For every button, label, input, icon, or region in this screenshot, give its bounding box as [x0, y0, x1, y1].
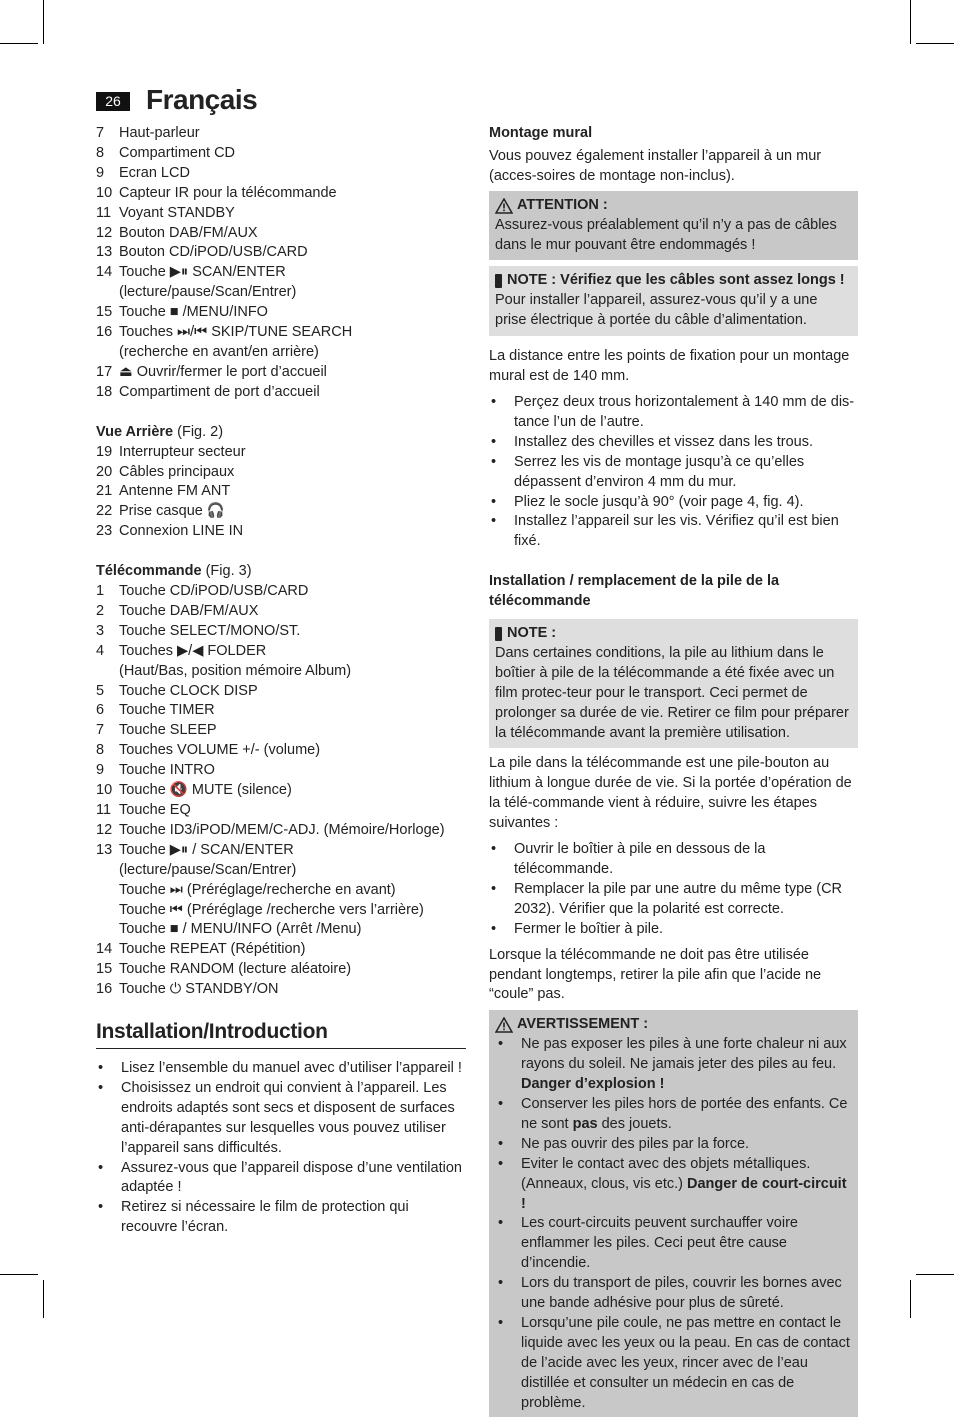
- rear-list: [96, 443, 466, 543]
- wall-bullets: [489, 393, 858, 552]
- bullet-text: Lisez l’ensemble du manuel avec d’utiliser l’appareil !: [121, 1059, 462, 1076]
- bullet-text: Choisissez un endroit qui convient à l’appareil. Les endroits adaptés sont secs et disposent de surfaces anti-dérapantes sur lesquelles vous pouvez utiliser l’appareil sans difficultés.: [121, 1079, 455, 1156]
- bullet-text: Ouvrir le boîtier à pile en dessous de la télécommande.: [514, 841, 766, 877]
- item-number: 8: [96, 742, 105, 759]
- bullet-dot: •: [98, 1159, 104, 1176]
- bullet-plain: Ne pas ouvrir des piles par la force.: [521, 1135, 750, 1152]
- bullet-text: [521, 1155, 851, 1215]
- battery-outro: Lorsque la télécommande ne doit pas être utilisée pendant longtemps, retirer la pile afin que l’acide ne “coule” pas.: [489, 946, 822, 1003]
- bullet-text: Serrez les vis de montage jusqu’à ce qu’elles dépassent d’environ 4 mm du mur.: [514, 453, 805, 490]
- item-label: Compartiment de port d’accueil: [119, 383, 320, 400]
- list-item: [96, 642, 466, 662]
- note-box-battery: [489, 619, 858, 748]
- warning-bullet: [495, 1035, 851, 1095]
- list-item: [96, 303, 466, 323]
- note-text: Pour installer l’appareil, assurez-vous qu’il y a une prise électrique à portée du câble d’alimentation.: [495, 292, 818, 329]
- parts-list: [96, 124, 466, 403]
- item-number: 14: [96, 941, 113, 958]
- bullet-item: [489, 493, 858, 513]
- bullet-plain: Les court-circuits peuvent surchauffer voire enflammer les piles. Ceci peut être cause d’incendie.: [521, 1215, 798, 1272]
- item-number: 11: [96, 204, 112, 221]
- item-number: 15: [96, 961, 113, 978]
- list-item: [96, 144, 466, 164]
- item-number: 19: [96, 443, 113, 460]
- attention-text: Assurez-vous préalablement qu’il n’y a pas de câbles dans le mur pouvant être endommagés !: [495, 216, 837, 253]
- crop-mark: [0, 1274, 38, 1275]
- item-label: Bouton CD/iPOD/USB/CARD: [119, 244, 308, 261]
- bullet-text: Remplacer la pile par une autre du même type (CR 2032). Vérifier que la polarité est correcte.: [514, 880, 843, 917]
- bullet-text: Perçez deux trous horizontalement à 140 mm de dis-tance l’un de l’autre.: [514, 393, 855, 430]
- item-label: Interrupteur secteur: [119, 443, 246, 460]
- page-title: Français: [146, 84, 258, 115]
- warning-title: AVERTISSEMENT :: [517, 1016, 649, 1033]
- item-number: 10: [96, 184, 113, 201]
- crop-mark: [43, 0, 44, 44]
- item-label: Touche DAB/FM/AUX: [119, 602, 259, 619]
- list-item: [96, 243, 466, 263]
- warning-bullet: [495, 1095, 851, 1135]
- warning-bullet: [495, 1155, 851, 1215]
- list-item: [96, 224, 466, 244]
- list-item: [96, 662, 466, 682]
- bullet-text: Assurez-vous que l’appareil dispose d’une ventilation adaptée !: [121, 1159, 462, 1196]
- item-number: 12: [96, 224, 113, 241]
- item-label: Touche REPEAT (Répétition): [119, 941, 306, 958]
- installation-bullets: [96, 1059, 466, 1238]
- item-label: Touche RANDOM (lecture aléatoire): [119, 961, 352, 978]
- item-number: 18: [96, 383, 113, 400]
- item-number: 13: [96, 244, 113, 261]
- bullet-item: [96, 1079, 466, 1159]
- list-item: [96, 363, 466, 383]
- item-label: Touche SLEEP: [119, 722, 217, 739]
- item-label: Touche ID3/iPOD/MEM/C-ADJ. (Mémoire/Horloge): [119, 821, 445, 838]
- bullet-bold: pas: [572, 1115, 598, 1132]
- bullet-dot: •: [491, 493, 497, 510]
- item-number: 11: [96, 802, 112, 818]
- item-number: 10: [96, 782, 113, 799]
- list-item: [96, 701, 466, 721]
- item-label: Câbles principaux: [119, 463, 235, 480]
- remote-heading: Télécommande (Fig. 3): [96, 563, 252, 580]
- list-item: [96, 881, 466, 901]
- item-label: Touche ▶⏸ / SCAN/ENTER (lecture/pause/Scan/Entrer): [119, 841, 297, 878]
- crop-mark: [0, 43, 38, 44]
- bullet-dot: •: [491, 513, 497, 530]
- list-item: [96, 841, 466, 881]
- note-title: NOTE :: [507, 625, 557, 642]
- list-item: [96, 124, 466, 144]
- item-number: [96, 920, 119, 940]
- list-item: [96, 602, 466, 622]
- rear-view-heading: Vue Arrière (Fig. 2): [96, 423, 224, 440]
- warning-bullet: [495, 1274, 851, 1314]
- page-number-badge: 26: [96, 92, 130, 111]
- item-label: Touches VOLUME +/- (volume): [119, 742, 321, 759]
- note-title: NOTE : Vérifiez que les câbles sont assez longs !: [507, 272, 845, 289]
- list-item: [96, 283, 466, 303]
- bullet-dot: •: [498, 1155, 504, 1172]
- item-label: Touche ■ / MENU/INFO (Arrêt /Menu): [119, 921, 362, 938]
- item-number: 9: [96, 762, 105, 779]
- bullet-dot: •: [98, 1199, 104, 1216]
- bullet-item: [489, 840, 858, 880]
- item-label: Ecran LCD: [119, 164, 190, 181]
- bullet-item: [96, 1059, 466, 1079]
- item-label: (recherche en avant/en arrière): [119, 343, 319, 360]
- bullet-text: Fermer le boîtier à pile.: [514, 920, 664, 937]
- item-number: 4: [96, 642, 105, 659]
- list-item: [96, 940, 466, 960]
- item-number: 20: [96, 463, 113, 480]
- bullet-text: [521, 1314, 851, 1414]
- list-item: [96, 781, 466, 801]
- bullet-item: [489, 433, 858, 453]
- item-number: 17: [96, 363, 113, 380]
- distance-text: La distance entre les points de fixation pour un montage mural est de 140 mm.: [489, 348, 850, 385]
- note-text: Dans certaines conditions, la pile au lithium dans le boîtier à pile de la télécommande a été fixée avec un film protec-teur pour le transport. Ceci permet de prolonger sa durée de vie. Retirer ce film pour préparer la télécommande avant la première utilisation.: [495, 644, 849, 741]
- item-label: (lecture/pause/Scan/Entrer): [119, 284, 297, 301]
- list-item: [96, 443, 466, 463]
- attention-box: [489, 191, 858, 261]
- warning-bullet: [495, 1135, 851, 1155]
- bullet-dot: •: [491, 841, 497, 858]
- item-label: Touche INTRO: [119, 762, 215, 779]
- list-item: [96, 482, 466, 502]
- list-item: [96, 682, 466, 702]
- bullet-text: Pliez le socle jusqu’à 90° (voir page 4, fig. 4).: [514, 493, 804, 510]
- wall-mount-heading: Montage mural: [489, 125, 593, 141]
- bullet-item: [96, 1198, 466, 1238]
- item-label: Touche EQ: [119, 802, 191, 818]
- bullet-text: [521, 1095, 851, 1135]
- bullet-dot: •: [98, 1059, 104, 1076]
- bullet-text: Installez l’appareil sur les vis. Vérifiez qu’il est bien fixé.: [514, 513, 839, 550]
- item-number: [96, 881, 119, 901]
- info-icon: [495, 627, 502, 641]
- bullet-text: [521, 1214, 851, 1274]
- item-label: Touche ⏮ (Préréglage /recherche vers l’arrière): [119, 901, 424, 918]
- item-label: Touches ⏭/⏮ SKIP/TUNE SEARCH: [119, 324, 353, 341]
- installation-heading: Installation/Introduction: [96, 1022, 466, 1049]
- list-item: [96, 204, 466, 224]
- bullet-plain: Lors du transport de piles, couvrir les bornes avec une bande adhésive pour plus de sûreté.: [521, 1275, 842, 1312]
- item-label: Touche TIMER: [119, 702, 215, 719]
- item-number: 8: [96, 144, 105, 161]
- wall-mount-intro: Vous pouvez également installer l’appareil à un mur (acces-soires de montage non-inclus).: [489, 147, 822, 184]
- list-item: [96, 383, 466, 403]
- item-label: Touche ⏻ STANDBY/ON: [119, 981, 279, 998]
- left-column: [96, 124, 466, 1238]
- bullet-plain: Ne pas exposer les piles à une forte chaleur ni aux rayons du soleil. Ne jamais jeter des piles au feu.: [521, 1036, 847, 1073]
- bullet-dot: •: [491, 433, 497, 450]
- item-label: ⏏ Ouvrir/fermer le port d’accueil: [119, 363, 327, 380]
- list-item: [96, 343, 466, 363]
- bullet-text: Installez des chevilles et vissez dans les trous.: [514, 433, 813, 450]
- list-item: [96, 622, 466, 642]
- item-number: 7: [96, 125, 105, 141]
- item-number: 16: [96, 981, 113, 998]
- item-number: 7: [96, 722, 105, 739]
- item-number: 3: [96, 622, 105, 639]
- list-item: [96, 463, 466, 483]
- list-item: [96, 164, 466, 184]
- bullet-text: [521, 1035, 851, 1095]
- remote-list: [96, 582, 466, 1000]
- warning-icon: [495, 1017, 513, 1033]
- item-number: 5: [96, 682, 105, 699]
- bullet-bold: Danger de court-circuit !: [521, 1175, 847, 1212]
- warning-box: [489, 1010, 858, 1417]
- bullet-text: Retirez si nécessaire le film de protection qui recouvre l’écran.: [121, 1199, 409, 1236]
- bullet-item: [489, 393, 858, 433]
- list-item: [96, 582, 466, 602]
- bullet-text: [521, 1135, 851, 1155]
- attention-title: ATTENTION :: [517, 196, 608, 213]
- bullet-dot: •: [98, 1079, 104, 1096]
- bullet-item: [489, 920, 858, 940]
- item-label: Touche SELECT/MONO/ST.: [119, 622, 301, 639]
- list-item: [96, 761, 466, 781]
- list-item: [96, 920, 466, 940]
- list-item: [96, 980, 466, 1000]
- list-item: [96, 741, 466, 761]
- bullet-item: [489, 512, 858, 552]
- battery-intro: La pile dans la télécommande est une pile-bouton au lithium à longue durée de vie. Si la portée d’opération de la télé-commande vient à réduire, suivre les étapes suivantes :: [489, 755, 852, 832]
- item-label: Touche CD/iPOD/USB/CARD: [119, 583, 309, 600]
- list-item: [96, 901, 466, 921]
- item-number: 1: [96, 583, 105, 600]
- bullet-dot: •: [491, 453, 497, 470]
- bullet-dot: •: [498, 1314, 504, 1331]
- item-number: 2: [96, 602, 105, 619]
- item-label: Compartiment CD: [119, 144, 236, 161]
- info-icon: [495, 274, 502, 288]
- item-label: Touche 🔇 MUTE (silence): [119, 782, 292, 799]
- list-item: [96, 263, 466, 283]
- bullet-dot: •: [498, 1135, 504, 1152]
- item-number: 6: [96, 702, 105, 719]
- bullet-dot: •: [498, 1095, 504, 1112]
- item-number: 14: [96, 264, 113, 281]
- list-item: [96, 522, 466, 542]
- warning-bullets: [495, 1035, 851, 1413]
- item-label: Prise casque 🎧: [119, 503, 225, 520]
- item-label: Touches ▶/◀ FOLDER: [119, 642, 267, 659]
- item-number: [96, 901, 119, 921]
- bullet-dot: •: [498, 1036, 504, 1053]
- crop-mark: [910, 0, 911, 44]
- list-item: [96, 323, 466, 343]
- bullet-plain: Lorsqu’une pile coule, ne pas mettre en contact le liquide avec les yeux ou la peau. En cas de contact de l’acide avec les yeux, rincer avec de l’eau distillée et consulter un médecin en cas de problème.: [521, 1314, 850, 1411]
- item-label: Connexion LINE IN: [119, 523, 244, 540]
- item-number: 13: [96, 841, 113, 858]
- bullet-item: [96, 1159, 466, 1199]
- item-number: 22: [96, 503, 113, 520]
- list-item: [96, 801, 466, 821]
- list-item: [96, 502, 466, 522]
- item-label: Touche ■ /MENU/INFO: [119, 304, 268, 321]
- bullet-plain: Eviter le contact avec des objets métalliques. (Anneaux, clous, vis etc.): [521, 1155, 811, 1192]
- list-item: [96, 184, 466, 204]
- bullet-item: [489, 880, 858, 920]
- bullet-plain: Conserver les piles hors de portée des enfants. Ce ne sont: [521, 1095, 848, 1132]
- warning-bullet: [495, 1314, 851, 1414]
- item-label: Antenne FM ANT: [119, 483, 231, 500]
- list-item: [96, 821, 466, 841]
- crop-mark: [916, 1274, 954, 1275]
- list-item: [96, 960, 466, 980]
- battery-heading: Installation / remplacement de la pile de la télécommande: [489, 573, 780, 610]
- crop-mark: [43, 1280, 44, 1318]
- bullet-after: des jouets.: [597, 1115, 672, 1132]
- bullet-dot: •: [491, 920, 497, 937]
- right-column: [489, 124, 858, 1417]
- note-box-cables: [489, 266, 858, 336]
- bullet-dot: •: [498, 1215, 504, 1232]
- crop-mark: [910, 1280, 911, 1318]
- item-number: 23: [96, 523, 113, 540]
- item-label: Touche ▶⏸ SCAN/ENTER: [119, 264, 286, 281]
- item-label: Haut-parleur: [119, 125, 200, 141]
- battery-bullets: [489, 840, 858, 940]
- item-number: [96, 662, 119, 682]
- warning-icon: [495, 198, 513, 214]
- item-number: 21: [96, 483, 113, 500]
- item-number: [96, 343, 119, 363]
- bullet-item: [489, 453, 858, 493]
- item-number: 16: [96, 324, 113, 341]
- item-number: 12: [96, 821, 113, 838]
- item-label: Touche ⏭ (Préréglage/recherche en avant): [119, 881, 396, 898]
- item-label: Touche CLOCK DISP: [119, 682, 258, 699]
- list-item: [96, 721, 466, 741]
- item-label: Voyant STANDBY: [119, 204, 235, 221]
- item-label: Capteur IR pour la télécommande: [119, 184, 337, 201]
- item-number: 15: [96, 304, 113, 321]
- crop-mark: [916, 43, 954, 44]
- warning-bullet: [495, 1214, 851, 1274]
- bullet-dot: •: [491, 880, 497, 897]
- item-label: (Haut/Bas, position mémoire Album): [119, 662, 352, 679]
- bullet-bold: Danger d’explosion !: [521, 1076, 665, 1093]
- bullet-dot: •: [498, 1275, 504, 1292]
- item-label: Bouton DAB/FM/AUX: [119, 224, 258, 241]
- bullet-text: [521, 1274, 851, 1314]
- item-number: [96, 283, 119, 303]
- item-number: 9: [96, 164, 105, 181]
- bullet-dot: •: [491, 393, 497, 410]
